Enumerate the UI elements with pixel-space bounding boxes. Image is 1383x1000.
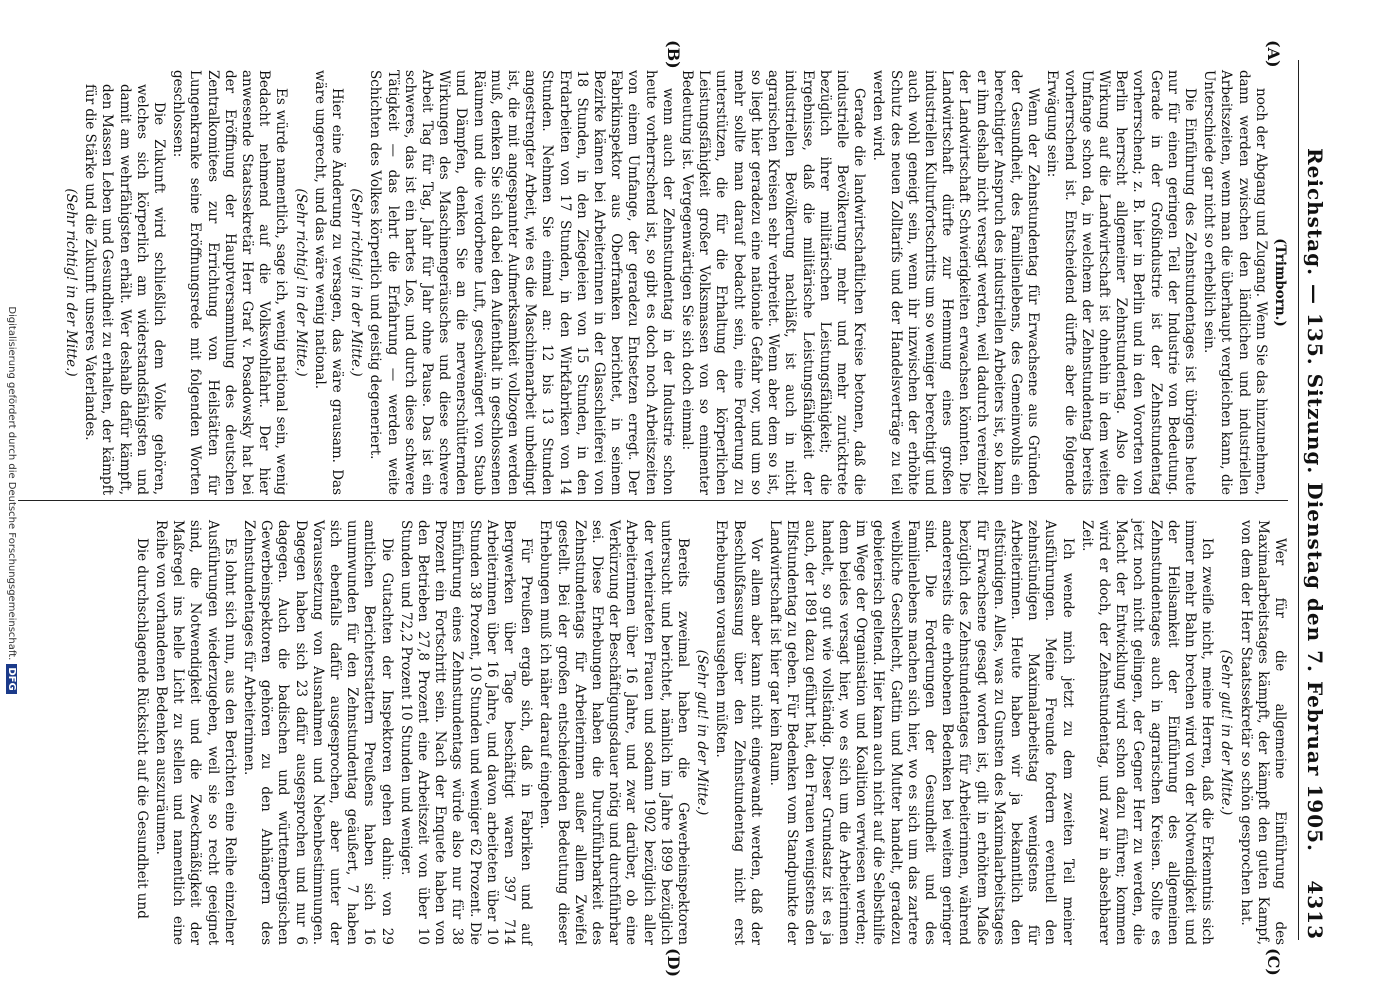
paragraph: wenn auch der Zehnstundentag in der Industrie schon heute vorherrschend ist, so gibt es doch noch Arbeitszeiten von einem Umfange, der geradezu Entsetzen erregt. Der Fabrikinspektor aus Oberfranken berichtet, in seinem Bezirke kämen bei Arbeiterinnen in der Glasschleiferei von 18 Stunden, in den Ziegeleien von 15 Stunden, in den Erdarbeiten von 17 Stunden, in den Wirkfabriken von 14 Stunden. Nehmen Sie einmal an: 12 bis 13 Stunden angestrengter Arbeit, wie es die Maschinenarbeit unbedingt ist, die mit angespannter Aufmerksamkeit vollzogen werden muß, denken Sie sich dabei den Aufenthalt in geschlossenen Räumen und die verdorbene Luft, geschwängert von Staub und Dämpfen, denken Sie an die nervenerschütternden Wirkungen des Maschinengeräusches und diese schwere Arbeit Tag für Tag, Jahr für Jahr ohne Pause. Das ist ein schweres, das ist ein hartes Los, und durch diese schwere Tätigkeit — das lehrt die Erfahrung — werden weite Schichten des Volkes körperlich und geistig degeneriert. [367, 70, 676, 495]
running-title: Reichstag. — 135. Sitzung. Dienstag den 7. Februar 1905. [1303, 148, 1327, 852]
credit-text: Digitalisierung gefördert durch die Deutsche Forschungsgemeinschaft. [6, 306, 17, 661]
dfg-logo: DFG [6, 664, 17, 693]
paragraph: Ich zweifle nicht, meine Herren, daß die Erkenntnis sich immer mehr Bahn brechen wird von der Notwendigkeit und der Heilsamkeit der Einführung des allgemeinen Zehnstundentages auch in agrarischen Kreisen. Sollte es jetzt noch nicht gelingen, der Gegner Herr zu werden, die Macht der Entwicklung wird schon dazu führen; kommen wird er doch, der Zehnstundentag, und zwar in absehbarer Zeit. [1078, 520, 1216, 945]
interjection: (Sehr gut! in der Mitte.) [694, 649, 711, 816]
page-number: 4313 [1303, 880, 1327, 940]
interjection: (Sehr richtig! in der Mitte.) [348, 188, 365, 377]
paragraph: Für Preußen ergab sich, daß in Fabriken und auf Bergwerken über Tage beschäftigt waren 397 714 Arbeiterinnen über 16 Jahre, und davon arbeiteten über 10 Stunden 38 Prozent, 10 Stunden und weniger 62 Prozent. Die Einführung eines Zehnstundentags würde also nur für 38 Prozent ein Fortschritt sein. Nach der Enquete haben von den Betrieben 27,8 Prozent eine Arbeitszeit von über 10 Stunden und 72,2 Prozent 10 Stunden und weniger. [397, 520, 535, 945]
paragraph: Die durchschlagende Rücksicht auf die Gesundheit und [133, 538, 150, 919]
paragraph: Ich wende mich jetzt zu dem zweiten Teil meiner Ausführungen. Meine Freunde fordern eventuell den zehnstündigen Maximalarbeitstag wenigstens für Arbeiterinnen. Heute haben wir ja bekanntlich den elfstündigen. Alles, was zu Gunsten des Maximalarbeitstages für Erwachsene gesagt worden ist, gilt in erhöhtem Maße bezüglich des Zehnstundentages für Arbeiterinnen, während andererseits die erhobenen Bedenken bei weitem geringer sind. Die Forderungen der Gesundheit und des Familienlebens machen sich hier, wo es sich um das zartere weibliche Geschlecht, Gattin und Mutter handelt, geradezu gebieterisch geltend. Hier kann auch nicht auf die Selbsthilfe im Wege der Organisation und Koalition verwiesen werden; denn beides versagt hier, wo es sich um die Arbeiterinnen handelt, so gut wie vollständig. Dieser Grundsatz ist es ja auch, der 1891 dazu geführt hat, den Frauen wenigstens den Elfstundentag zu geben. Für Bedenken vom Standpunkte der Landwirtschaft ist hier gar kein Raum. [767, 520, 1076, 945]
paragraph: Die Gutachten der Inspektoren gehen dahin: von 29 amtlichen Berichterstattern Preußens haben sich 16 unumwunden für den Zehnstundentag geäußert, 7 haben sich ebenfalls dafür ausgesprochen, aber unter der Voraussetzung von Ausnahmen und Nebenbestimmungen. Dagegen haben sich 23 dafür ausgesprochen und nur 6 dagegen. Auch die badischen und württembergischen Gewerbeinspektoren gehören zu den Anhängern des Zehnstundentages für Arbeiterinnen. [241, 520, 395, 945]
paragraph: Es würde namentlich, sage ich, wenig national sein, wenig Bedacht nehmend auf die Volkswohlfahrt. Der hier anwesende Staatssekretär Herr Graf v. Posadowsky hat bei der Eröffnung der Hauptversammlung des deutschen Zentralkomitees zur Errichtung von Heilstätten für Lungenkranke seine Eröffnungsrede mit folgenden Worten geschlossen: [170, 70, 290, 495]
column-divider [18, 500, 1288, 501]
paragraph: Es lohnt sich nun, aus den Berichten eine Reihe einzelner Ausführungen wiederzugeben, weil sie so recht geeignet sind, die Notwendigkeit und die Zweckmäßigkeit der Maßregel ins helle Licht zu stellen und namentlich eine Reihe von vorhandenen Bedenken auszuräumen. [153, 520, 238, 945]
interjection: (Sehr richtig! in der Mitte.) [292, 188, 309, 377]
interjection: (Sehr richtig! in der Mitte.) [62, 188, 79, 377]
margin-marker-c: (C) [1264, 948, 1283, 976]
margin-marker-a: (A) [1264, 40, 1283, 68]
right-column [131, 520, 1288, 945]
paragraph: Wenn der Zehnstundentag für Erwachsene aus Gründen der Gesundheit, des Familienlebens, des Gemeinwohls ein berechtigter Anspruch des industriellen Arbeiters ist, so kann er ihm deshalb nicht versagt werden, weil dadurch vereinzelt der Landwirtschaft Schwierigkeiten erwachsen könnten. Die Landwirtschaft dürfte zur Hemmung eines großen industriellen Kulturfortschritts um so weniger berechtigt und auch wohl geneigt sein, wenn ihr inzwischen der erhöhte Schutz des neuen Zolltarifs und der Handelsverträge zu teil werden wird. [870, 70, 1042, 495]
interjection: (Sehr gut! in der Mitte.) [1218, 649, 1235, 816]
digitization-credit [6, 0, 17, 1000]
page-header [1298, 60, 1343, 940]
paragraph: Vor allem aber kann nicht eingewandt werden, daß der Beschlußfassung über den Zehnstundentag nicht erst Erhebungen vorausgehen müßten. [713, 520, 764, 945]
paragraph: Wer für die allgemeine Einführung des Maximalarbeitstages kämpft, der kämpft den guten Kampf, von dem der Herr Staatssekretär so schön gesprochen hat. [1237, 520, 1288, 945]
margin-marker-d: (D) [664, 948, 683, 978]
speaker-name: (Trimborn.) [1272, 238, 1288, 327]
quotation: Die Zukunft wird schließlich dem Volke gehören, welches sich körperlich am widerstandsfähigsten und damit am wehrfähigsten erhält. Wer deshalb dafür kämpft, den Massen Leben und Gesundheit zu erhalten, der kämpft für die Stärke und die Zukunft unseres Vaterlandes. [82, 84, 167, 495]
paragraph: Gerade die landwirtschaftlichen Kreise betonen, daß die industrielle Bevölkerung mehr und mehr zurücktrete bezüglich ihrer militärischen Leistungsfähigkeit; die Ergebnisse, daß die militärische Leistungsfähigkeit der industriellen Bevölkerung nachläßt, ist auch in nicht agrarischen Kreisen sehr verbreitet. Wenn aber dem so ist, so liegt hier geradezu eine nationale Gefahr vor, und um so mehr sollte man darauf bedacht sein, eine Forderung zu unterstützen, die für die Erhaltung der körperlichen Leistungsfähigkeit großer Volksmassen von so eminenter Bedeutung ist. Vergegenwärtigen Sie sich doch einmal: [679, 70, 868, 495]
paragraph: Bereits zweimal haben die Gewerbeinspektoren untersucht und berichtet, nämlich im Jahre 1899 bezüglich der verheirateten Frauen und sodann 1902 bezüglich aller Arbeiterinnen über 16 Jahre, und zwar darüber, ob eine Verkürzung der Beschäftigungsdauer nötig und durchführbar sei. Diese Erhebungen haben die Durchführbarkeit des Zehnstundentags für Arbeiterinnen außer allem Zweifel gestellt. Bei der großen entscheidenden Bedeutung dieser Erhebungen muß ich näher darauf eingehen. [537, 520, 692, 945]
margin-marker-b: (B) [664, 40, 683, 69]
paragraph: Die Einführung des Zehnstundentages ist übrigens heute nur für einen geringen Teil der Industrie von Bedeutung. Gerade in der Großindustrie ist der Zehnstundentag vorherrschend; z. B. hier in Berlin und in den Vororten von Berlin herrscht allgemeiner Zehnstundentag. Also die Wirkung auf die Landwirtschaft ist ohnehin in dem weiten Umfange schon da, in welchem der Zehnstundentag bereits vorherrschend ist. Entscheidend dürfte aber die folgende Erwägung sein: [1044, 70, 1198, 495]
paragraph: Hier eine Änderung zu versagen, das wäre grausam. Das wäre ungerecht, und das wäre wenig national. [311, 70, 346, 495]
paragraph: noch der Abgang und Zugang. Wenn Sie das hinzunehmen, dann werden zwischen den ländlichen und industriellen Arbeitszeiten, wenn man die überhaupt vergleichen kann, die Unterschiede gar nicht so erheblich sein. [1201, 70, 1269, 495]
left-column [60, 70, 1288, 495]
